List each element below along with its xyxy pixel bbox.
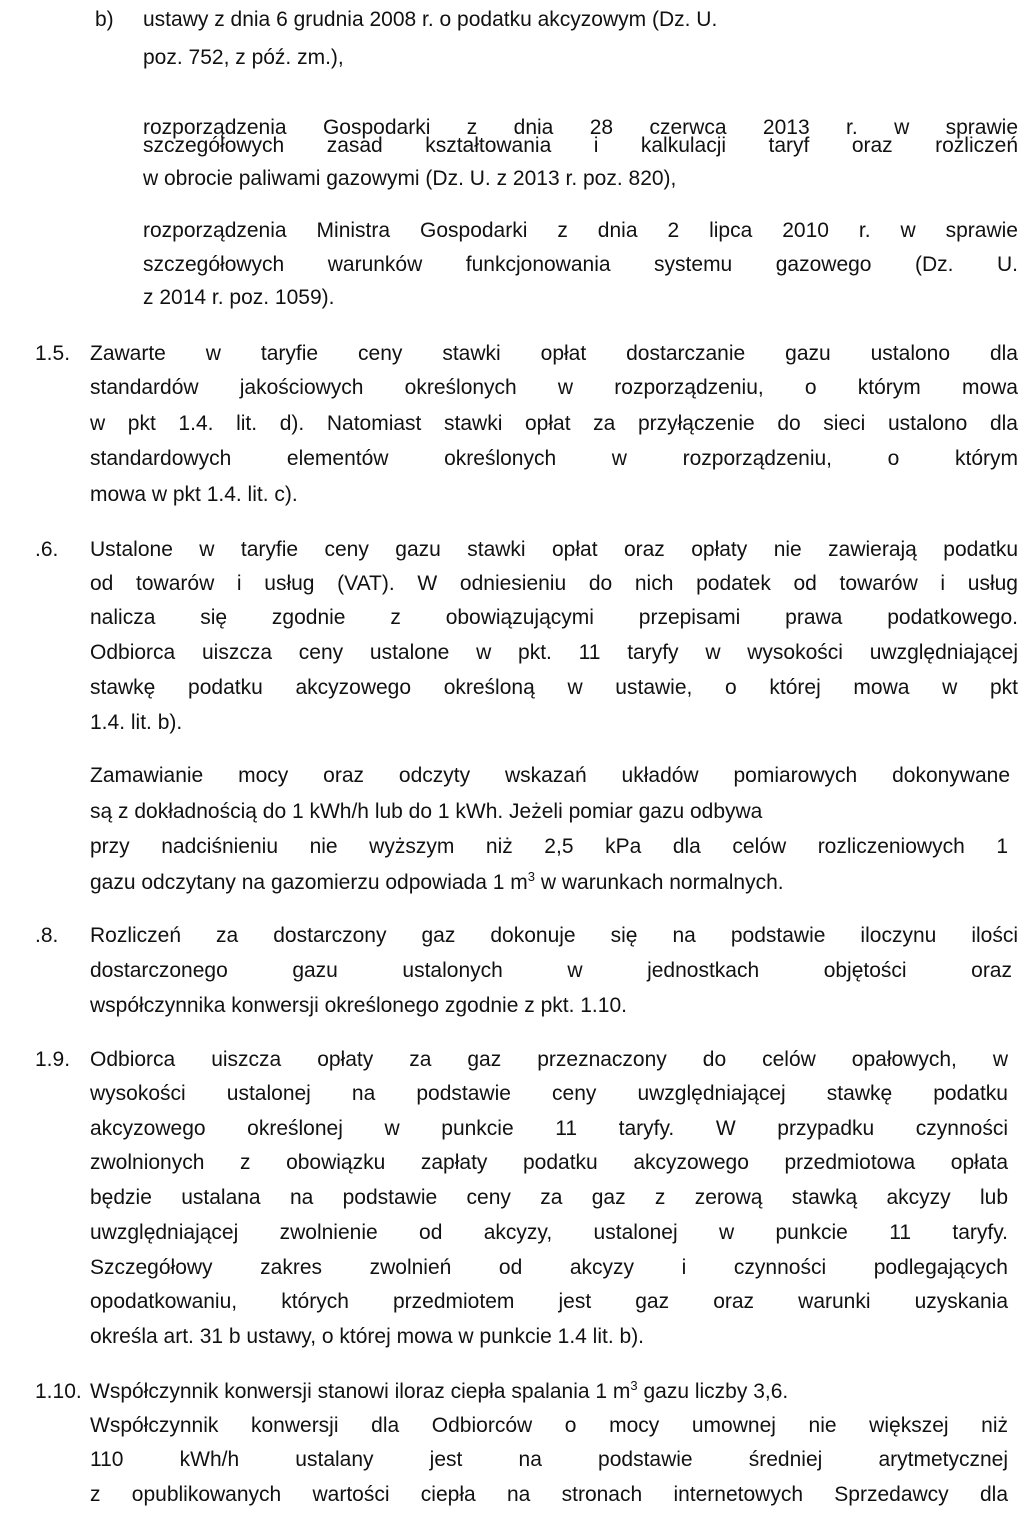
text-line: Odbiorca uiszcza opłaty za gaz przeznaczony do celów opałowych, w: [90, 1048, 1008, 1071]
text-line: Współczynnik konwersji dla Odbiorców o mocy umownej nie większej niż: [90, 1414, 1008, 1437]
text-line: 1.4. lit. b).: [90, 711, 183, 734]
text-line: mowa w pkt 1.4. lit. c).: [90, 483, 298, 506]
text-line: wysokości ustalonej na podstawie ceny uwzględniającej stawkę podatku: [90, 1082, 1008, 1105]
text-line: rozporządzenia Gospodarki z dnia 28 czerwca 2013 r. w sprawie: [143, 116, 1018, 139]
text-line: akcyzowego określonej w punkcie 11 taryfy. W przypadku czynności: [90, 1117, 1008, 1140]
text-line: szczegółowych warunków funkcjonowania systemu gazowego (Dz. U.: [143, 253, 1018, 276]
section-number: 1.10.: [35, 1380, 82, 1403]
section-number: 1.9.: [35, 1048, 71, 1071]
text-line: określa art. 31 b ustawy, o której mowa w punkcie 1.4 lit. b).: [90, 1325, 645, 1348]
text-line: rozporządzenia Ministra Gospodarki z dnia 2 lipca 2010 r. w sprawie: [143, 219, 1018, 242]
text-line: ustawy z dnia 6 grudnia 2008 r. o podatku akcyzowym (Dz. U.: [143, 8, 718, 31]
text-line: od towarów i usług (VAT). W odniesieniu do nich podatek od towarów i usług: [90, 572, 1018, 595]
text-line: Szczegółowy zakres zwolnień od akcyzy i czynności podlegających: [90, 1256, 1008, 1279]
text-line: szczegółowych zasad kształtowania i kalkulacji taryf oraz rozliczeń: [143, 134, 1018, 157]
text-line: opodatkowaniu, których przedmiotem jest gaz oraz warunki uzyskania: [90, 1290, 1008, 1313]
text-line: w pkt 1.4. lit. d). Natomiast stawki opłat za przyłączenie do sieci ustalono dla: [90, 412, 1018, 435]
text-line: Zawarte w taryfie ceny stawki opłat dostarczanie gazu ustalono dla: [90, 342, 1018, 365]
text-line: z 2014 r. poz. 1059).: [143, 286, 335, 309]
text-line: uwzględniającej zwolnienie od akcyzy, ustalonej w punkcie 11 taryfy.: [90, 1221, 1008, 1244]
text-line: będzie ustalana na podstawie ceny za gaz z zerową stawką akcyzy lub: [90, 1186, 1008, 1209]
text-line: 110 kWh/h ustalany jest na podstawie średniej arytmetycznej: [90, 1448, 1008, 1471]
text-line: Rozliczeń za dostarczony gaz dokonuje się na podstawie iloczynu ilości: [90, 924, 1018, 947]
text-line: nalicza się zgodnie z obowiązującymi przepisami prawa podatkowego.: [90, 606, 1018, 629]
text-line: dostarczonego gazu ustalonych w jednostkach objętości oraz: [90, 959, 1012, 982]
text-line: przy nadciśnieniu nie wyższym niż 2,5 kPa dla celów rozliczeniowych 1: [90, 835, 1008, 858]
list-marker: b): [95, 8, 114, 31]
section-number: .6.: [35, 538, 59, 561]
text-line: Odbiorca uiszcza ceny ustalone w pkt. 11 taryfy w wysokości uwzględniającej: [90, 641, 1018, 664]
text-line: standardów jakościowych określonych w rozporządzeniu, o którym mowa: [90, 376, 1018, 399]
text-line: poz. 752, z póź. zm.),: [143, 46, 344, 69]
text-line: zwolnionych z obowiązku zapłaty podatku akcyzowego przedmiotowa opłata: [90, 1151, 1008, 1174]
text-line: są z dokładnością do 1 kWh/h lub do 1 kWh. Jeżeli pomiar gazu odbywa: [90, 800, 763, 823]
text-line: z opublikowanych wartości ciepła na stronach internetowych Sprzedawcy dla: [90, 1483, 1008, 1506]
text-line: Zamawianie mocy oraz odczyty wskazań układów pomiarowych dokonywane: [90, 764, 1010, 787]
section-number: 1.5.: [35, 342, 71, 365]
text-line: Ustalone w taryfie ceny gazu stawki opłat oraz opłaty nie zawierają podatku: [90, 538, 1018, 561]
text-line: standardowych elementów określonych w rozporządzeniu, o którym: [90, 447, 1018, 470]
text-line: Współczynnik konwersji stanowi iloraz ciepła spalania 1 $m^3$ gazu liczby 3,6.: [90, 1378, 789, 1403]
text-line: gazu odczytany na gazomierzu odpowiada 1 $m^3$ w warunkach normalnych.: [90, 869, 784, 894]
text-line: w obrocie paliwami gazowymi (Dz. U. z 2013 r. poz. 820),: [143, 167, 677, 190]
text-line: współczynnika konwersji określonego zgodnie z pkt. 1.10.: [90, 994, 627, 1017]
section-number: .8.: [35, 924, 59, 947]
text-line: stawkę podatku akcyzowego określoną w ustawie, o której mowa w pkt: [90, 676, 1018, 699]
